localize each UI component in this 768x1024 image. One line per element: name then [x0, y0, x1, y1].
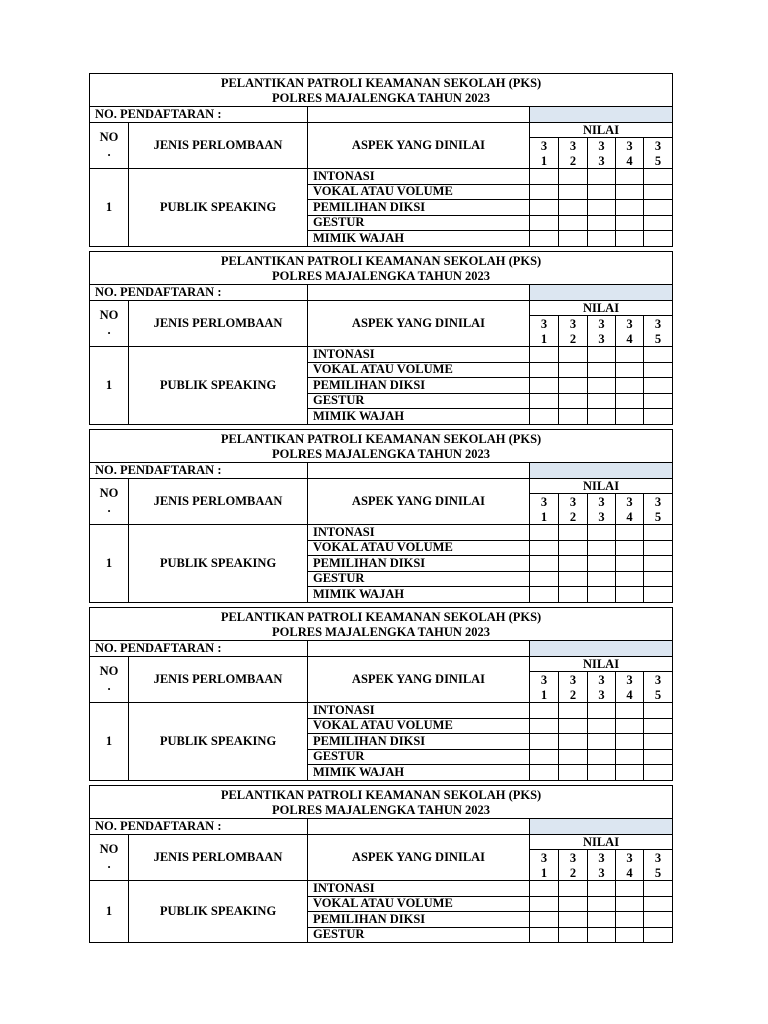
score-header-digit-top: 3	[559, 316, 588, 332]
score-cell[interactable]	[644, 184, 673, 200]
score-cell[interactable]	[530, 215, 559, 231]
form-title-line-1: PELANTIKAN PATROLI KEAMANAN SEKOLAH (PKS)	[220, 609, 542, 624]
score-cell[interactable]	[530, 765, 559, 781]
form-title-line-2: POLRES MAJALENGKA TAHUN 2023	[272, 90, 490, 105]
registration-input[interactable]	[308, 107, 530, 123]
score-header-digit-top: 3	[559, 138, 588, 154]
score-header-digit-top: 3	[588, 850, 616, 866]
score-cell[interactable]	[644, 200, 673, 216]
score-cell[interactable]	[530, 927, 559, 943]
header-row	[90, 834, 673, 850]
form-title-line-2: POLRES MAJALENGKA TAHUN 2023	[272, 446, 490, 461]
score-cell[interactable]	[644, 703, 673, 719]
row-number: 1	[90, 169, 129, 247]
score-cell[interactable]	[588, 703, 616, 719]
score-cell[interactable]	[644, 362, 673, 378]
score-cell[interactable]	[588, 896, 616, 912]
score-cell[interactable]	[588, 215, 616, 231]
scoring-form	[89, 785, 673, 943]
score-cell[interactable]	[559, 927, 588, 943]
aspect-label: GESTUR	[308, 571, 530, 587]
score-header-digit-top: 3	[644, 316, 673, 332]
score-cell[interactable]	[530, 571, 559, 587]
score-cell[interactable]	[559, 749, 588, 765]
aspect-label: GESTUR	[308, 215, 530, 231]
score-cell[interactable]	[559, 378, 588, 394]
aspect-row	[90, 347, 673, 363]
score-cell[interactable]	[530, 587, 559, 603]
score-cell[interactable]	[616, 587, 644, 603]
score-cell[interactable]	[530, 525, 559, 541]
registration-input[interactable]	[308, 819, 530, 835]
score-cell[interactable]	[530, 540, 559, 556]
aspect-label: INTONASI	[308, 881, 530, 897]
score-cell[interactable]	[559, 409, 588, 425]
competition-name: PUBLIK SPEAKING	[129, 881, 308, 943]
score-cell[interactable]	[530, 184, 559, 200]
score-header-digit-bottom: 4	[616, 687, 644, 703]
score-cell[interactable]	[530, 378, 559, 394]
score-header-digit-bottom: 2	[559, 687, 588, 703]
score-header-digit-bottom: 1	[530, 509, 559, 525]
aspect-label: INTONASI	[308, 525, 530, 541]
column-header-jenis: JENIS PERLOMBAAN	[129, 834, 308, 881]
score-cell[interactable]	[644, 409, 673, 425]
registration-input[interactable]	[308, 463, 530, 479]
form-title-line-1: PELANTIKAN PATROLI KEAMANAN SEKOLAH (PKS)	[220, 787, 542, 802]
form-title	[90, 608, 673, 641]
form-title-line-2: POLRES MAJALENGKA TAHUN 2023	[272, 268, 490, 283]
score-cell[interactable]	[616, 378, 644, 394]
score-cell[interactable]	[644, 231, 673, 247]
score-cell[interactable]	[588, 556, 616, 572]
score-header-digit-top: 3	[588, 494, 616, 510]
score-cell[interactable]	[616, 703, 644, 719]
score-cell[interactable]	[616, 765, 644, 781]
score-cell[interactable]	[644, 347, 673, 363]
score-cell[interactable]	[616, 927, 644, 943]
score-header-digit-top: 3	[559, 672, 588, 688]
score-header-digit-top: 3	[530, 850, 559, 866]
score-cell[interactable]	[530, 200, 559, 216]
form-title	[90, 430, 673, 463]
header-row	[90, 478, 673, 494]
column-header-no-dot: .	[107, 323, 111, 338]
scoring-form	[89, 73, 673, 247]
registration-number-field[interactable]	[530, 285, 673, 301]
form-title-row	[90, 430, 673, 463]
aspect-label: VOKAL ATAU VOLUME	[308, 184, 530, 200]
header-row	[90, 300, 673, 316]
score-cell[interactable]	[644, 896, 673, 912]
aspect-label: VOKAL ATAU VOLUME	[308, 362, 530, 378]
score-cell[interactable]	[530, 393, 559, 409]
score-cell[interactable]	[530, 556, 559, 572]
score-header-digit-top: 3	[588, 138, 616, 154]
score-cell[interactable]	[588, 347, 616, 363]
competition-name: PUBLIK SPEAKING	[129, 347, 308, 425]
score-cell[interactable]	[644, 571, 673, 587]
form-title-row	[90, 252, 673, 285]
score-cell[interactable]	[559, 347, 588, 363]
score-cell[interactable]	[559, 525, 588, 541]
column-header-no-dot: .	[107, 679, 111, 694]
score-cell[interactable]	[644, 912, 673, 928]
score-cell[interactable]	[644, 393, 673, 409]
row-number: 1	[90, 525, 129, 603]
column-header-no	[90, 122, 129, 169]
column-header-aspek: ASPEK YANG DINILAI	[308, 300, 530, 347]
score-header-digit-top: 3	[644, 672, 673, 688]
form-title-line-1: PELANTIKAN PATROLI KEAMANAN SEKOLAH (PKS)	[220, 75, 542, 90]
registration-row	[90, 285, 673, 301]
column-header-nilai: NILAI	[530, 478, 673, 494]
registration-input[interactable]	[308, 285, 530, 301]
column-header-aspek: ASPEK YANG DINILAI	[308, 122, 530, 169]
column-header-jenis: JENIS PERLOMBAAN	[129, 300, 308, 347]
score-header-digit-top: 3	[530, 316, 559, 332]
score-cell[interactable]	[644, 927, 673, 943]
score-header-digit-top: 3	[616, 316, 644, 332]
column-header-aspek: ASPEK YANG DINILAI	[308, 656, 530, 703]
score-header-digit-bottom: 5	[644, 509, 673, 525]
column-header-no-text: NO	[99, 308, 119, 323]
score-header-digit-bottom: 5	[644, 331, 673, 347]
score-cell[interactable]	[588, 587, 616, 603]
registration-label: NO. PENDAFTARAN :	[90, 107, 308, 123]
column-header-no-dot: .	[107, 145, 111, 160]
score-cell[interactable]	[616, 912, 644, 928]
score-cell[interactable]	[616, 540, 644, 556]
score-cell[interactable]	[588, 749, 616, 765]
form-title-line-1: PELANTIKAN PATROLI KEAMANAN SEKOLAH (PKS)	[220, 431, 542, 446]
registration-row	[90, 819, 673, 835]
score-cell[interactable]	[588, 927, 616, 943]
column-header-no	[90, 478, 129, 525]
score-cell[interactable]	[559, 734, 588, 750]
score-cell[interactable]	[644, 540, 673, 556]
aspect-label: MIMIK WAJAH	[308, 409, 530, 425]
score-cell[interactable]	[588, 571, 616, 587]
score-cell[interactable]	[530, 703, 559, 719]
column-header-no	[90, 834, 129, 881]
score-header-digit-top: 3	[644, 850, 673, 866]
aspect-row	[90, 525, 673, 541]
registration-number-field[interactable]	[530, 107, 673, 123]
score-cell[interactable]	[530, 409, 559, 425]
registration-number-field[interactable]	[530, 641, 673, 657]
score-cell[interactable]	[616, 184, 644, 200]
score-header-digit-top: 3	[616, 672, 644, 688]
score-cell[interactable]	[644, 525, 673, 541]
score-header-digit-bottom: 3	[588, 153, 616, 169]
aspect-row	[90, 169, 673, 185]
score-header-digit-bottom: 5	[644, 687, 673, 703]
score-header-digit-bottom: 3	[588, 687, 616, 703]
column-header-aspek: ASPEK YANG DINILAI	[308, 478, 530, 525]
score-cell[interactable]	[559, 231, 588, 247]
form-title-row	[90, 608, 673, 641]
score-cell[interactable]	[530, 362, 559, 378]
registration-row	[90, 641, 673, 657]
score-cell[interactable]	[530, 749, 559, 765]
score-cell[interactable]	[559, 765, 588, 781]
aspect-label: GESTUR	[308, 749, 530, 765]
column-header-no-dot: .	[107, 857, 111, 872]
form-title-line-1: PELANTIKAN PATROLI KEAMANAN SEKOLAH (PKS)	[220, 253, 542, 268]
score-header-digit-top: 3	[588, 316, 616, 332]
row-number: 1	[90, 703, 129, 781]
score-cell[interactable]	[588, 378, 616, 394]
score-header-digit-top: 3	[530, 672, 559, 688]
score-cell[interactable]	[559, 200, 588, 216]
aspect-label: VOKAL ATAU VOLUME	[308, 718, 530, 734]
score-header-digit-top: 3	[530, 138, 559, 154]
column-header-nilai: NILAI	[530, 122, 673, 138]
score-cell[interactable]	[559, 184, 588, 200]
aspect-label: PEMILIHAN DIKSI	[308, 734, 530, 750]
column-header-no	[90, 656, 129, 703]
score-cell[interactable]	[616, 571, 644, 587]
score-cell[interactable]	[588, 734, 616, 750]
score-cell[interactable]	[588, 393, 616, 409]
score-cell[interactable]	[616, 734, 644, 750]
row-number: 1	[90, 347, 129, 425]
score-header-digit-top: 3	[644, 494, 673, 510]
aspect-label: GESTUR	[308, 927, 530, 943]
form-title-line-2: POLRES MAJALENGKA TAHUN 2023	[272, 624, 490, 639]
registration-number-field[interactable]	[530, 819, 673, 835]
header-row	[90, 656, 673, 672]
score-header-digit-bottom: 1	[530, 687, 559, 703]
score-cell[interactable]	[559, 896, 588, 912]
aspect-label: GESTUR	[308, 393, 530, 409]
form-title-row	[90, 74, 673, 107]
aspect-label: MIMIK WAJAH	[308, 765, 530, 781]
header-row	[90, 122, 673, 138]
score-cell[interactable]	[616, 896, 644, 912]
score-cell[interactable]	[588, 169, 616, 185]
aspect-label: VOKAL ATAU VOLUME	[308, 540, 530, 556]
score-cell[interactable]	[616, 409, 644, 425]
score-header-digit-bottom: 1	[530, 331, 559, 347]
score-header-digit-top: 3	[559, 494, 588, 510]
score-cell[interactable]	[644, 378, 673, 394]
score-header-digit-bottom: 4	[616, 153, 644, 169]
column-header-nilai: NILAI	[530, 656, 673, 672]
score-header-digit-top: 3	[530, 494, 559, 510]
score-cell[interactable]	[530, 896, 559, 912]
registration-row	[90, 463, 673, 479]
column-header-nilai: NILAI	[530, 300, 673, 316]
aspect-label: INTONASI	[308, 169, 530, 185]
score-cell[interactable]	[616, 231, 644, 247]
aspect-label: MIMIK WAJAH	[308, 587, 530, 603]
score-cell[interactable]	[559, 362, 588, 378]
competition-name: PUBLIK SPEAKING	[129, 525, 308, 603]
form-title-row	[90, 786, 673, 819]
score-cell[interactable]	[616, 556, 644, 572]
score-cell[interactable]	[588, 231, 616, 247]
score-cell[interactable]	[588, 881, 616, 897]
score-header-digit-bottom: 5	[644, 153, 673, 169]
score-cell[interactable]	[616, 362, 644, 378]
score-header-digit-bottom: 3	[588, 509, 616, 525]
score-cell[interactable]	[530, 881, 559, 897]
score-cell[interactable]	[644, 749, 673, 765]
score-header-digit-bottom: 3	[588, 865, 616, 881]
score-cell[interactable]	[530, 734, 559, 750]
score-header-digit-top: 3	[616, 138, 644, 154]
score-cell[interactable]	[616, 881, 644, 897]
form-title	[90, 786, 673, 819]
score-header-digit-top: 3	[559, 850, 588, 866]
aspect-row	[90, 703, 673, 719]
score-header-digit-bottom: 2	[559, 153, 588, 169]
score-cell[interactable]	[588, 765, 616, 781]
score-cell[interactable]	[530, 912, 559, 928]
score-cell[interactable]	[644, 718, 673, 734]
registration-row	[90, 107, 673, 123]
score-header-digit-top: 3	[644, 138, 673, 154]
score-header-digit-bottom: 4	[616, 865, 644, 881]
score-header-digit-bottom: 5	[644, 865, 673, 881]
score-cell[interactable]	[616, 393, 644, 409]
aspect-label: PEMILIHAN DIKSI	[308, 200, 530, 216]
score-cell[interactable]	[559, 215, 588, 231]
scoring-form	[89, 251, 673, 425]
score-header-digit-bottom: 2	[559, 331, 588, 347]
column-header-no-text: NO	[99, 130, 119, 145]
score-cell[interactable]	[644, 881, 673, 897]
score-cell[interactable]	[559, 718, 588, 734]
score-cell[interactable]	[559, 540, 588, 556]
score-cell[interactable]	[559, 912, 588, 928]
score-cell[interactable]	[616, 749, 644, 765]
score-cell[interactable]	[616, 200, 644, 216]
score-cell[interactable]	[588, 409, 616, 425]
aspect-row	[90, 881, 673, 897]
registration-label: NO. PENDAFTARAN :	[90, 819, 308, 835]
score-cell[interactable]	[644, 556, 673, 572]
score-header-digit-bottom: 2	[559, 509, 588, 525]
scoring-form	[89, 607, 673, 781]
score-cell[interactable]	[530, 718, 559, 734]
score-cell[interactable]	[588, 540, 616, 556]
column-header-jenis: JENIS PERLOMBAAN	[129, 122, 308, 169]
registration-number-field[interactable]	[530, 463, 673, 479]
score-cell[interactable]	[559, 881, 588, 897]
score-cell[interactable]	[644, 169, 673, 185]
score-cell[interactable]	[559, 587, 588, 603]
aspect-label: PEMILIHAN DIKSI	[308, 556, 530, 572]
column-header-no	[90, 300, 129, 347]
aspect-label: INTONASI	[308, 703, 530, 719]
score-cell[interactable]	[559, 169, 588, 185]
column-header-no-text: NO	[99, 664, 119, 679]
score-header-digit-top: 3	[616, 850, 644, 866]
registration-label: NO. PENDAFTARAN :	[90, 463, 308, 479]
score-cell[interactable]	[559, 556, 588, 572]
score-cell[interactable]	[588, 362, 616, 378]
score-cell[interactable]	[616, 215, 644, 231]
column-header-no-dot: .	[107, 501, 111, 516]
score-cell[interactable]	[616, 718, 644, 734]
score-header-digit-bottom: 4	[616, 509, 644, 525]
competition-name: PUBLIK SPEAKING	[129, 169, 308, 247]
score-cell[interactable]	[559, 703, 588, 719]
score-header-digit-top: 3	[588, 672, 616, 688]
registration-label: NO. PENDAFTARAN :	[90, 285, 308, 301]
score-cell[interactable]	[616, 169, 644, 185]
column-header-jenis: JENIS PERLOMBAAN	[129, 478, 308, 525]
score-cell[interactable]	[559, 393, 588, 409]
form-title-line-2: POLRES MAJALENGKA TAHUN 2023	[272, 802, 490, 817]
scoring-form	[89, 429, 673, 603]
score-cell[interactable]	[644, 734, 673, 750]
form-title	[90, 252, 673, 285]
column-header-no-text: NO	[99, 486, 119, 501]
score-cell[interactable]	[588, 184, 616, 200]
score-cell[interactable]	[644, 587, 673, 603]
score-header-digit-bottom: 1	[530, 153, 559, 169]
registration-label: NO. PENDAFTARAN :	[90, 641, 308, 657]
registration-input[interactable]	[308, 641, 530, 657]
score-header-digit-bottom: 4	[616, 331, 644, 347]
aspect-label: INTONASI	[308, 347, 530, 363]
score-cell[interactable]	[588, 200, 616, 216]
row-number: 1	[90, 881, 129, 943]
score-cell[interactable]	[530, 347, 559, 363]
score-cell[interactable]	[559, 571, 588, 587]
column-header-jenis: JENIS PERLOMBAAN	[129, 656, 308, 703]
competition-name: PUBLIK SPEAKING	[129, 703, 308, 781]
aspect-label: PEMILIHAN DIKSI	[308, 912, 530, 928]
score-header-digit-bottom: 2	[559, 865, 588, 881]
aspect-label: MIMIK WAJAH	[308, 231, 530, 247]
aspect-label: VOKAL ATAU VOLUME	[308, 896, 530, 912]
aspect-label: PEMILIHAN DIKSI	[308, 378, 530, 394]
form-title	[90, 74, 673, 107]
score-cell[interactable]	[530, 231, 559, 247]
score-header-digit-bottom: 1	[530, 865, 559, 881]
score-header-digit-top: 3	[616, 494, 644, 510]
column-header-nilai: NILAI	[530, 834, 673, 850]
score-cell[interactable]	[616, 525, 644, 541]
score-cell[interactable]	[588, 912, 616, 928]
score-cell[interactable]	[616, 347, 644, 363]
score-cell[interactable]	[530, 169, 559, 185]
score-cell[interactable]	[588, 718, 616, 734]
score-cell[interactable]	[588, 525, 616, 541]
score-header-digit-bottom: 3	[588, 331, 616, 347]
score-cell[interactable]	[644, 215, 673, 231]
column-header-no-text: NO	[99, 842, 119, 857]
score-cell[interactable]	[644, 765, 673, 781]
column-header-aspek: ASPEK YANG DINILAI	[308, 834, 530, 881]
